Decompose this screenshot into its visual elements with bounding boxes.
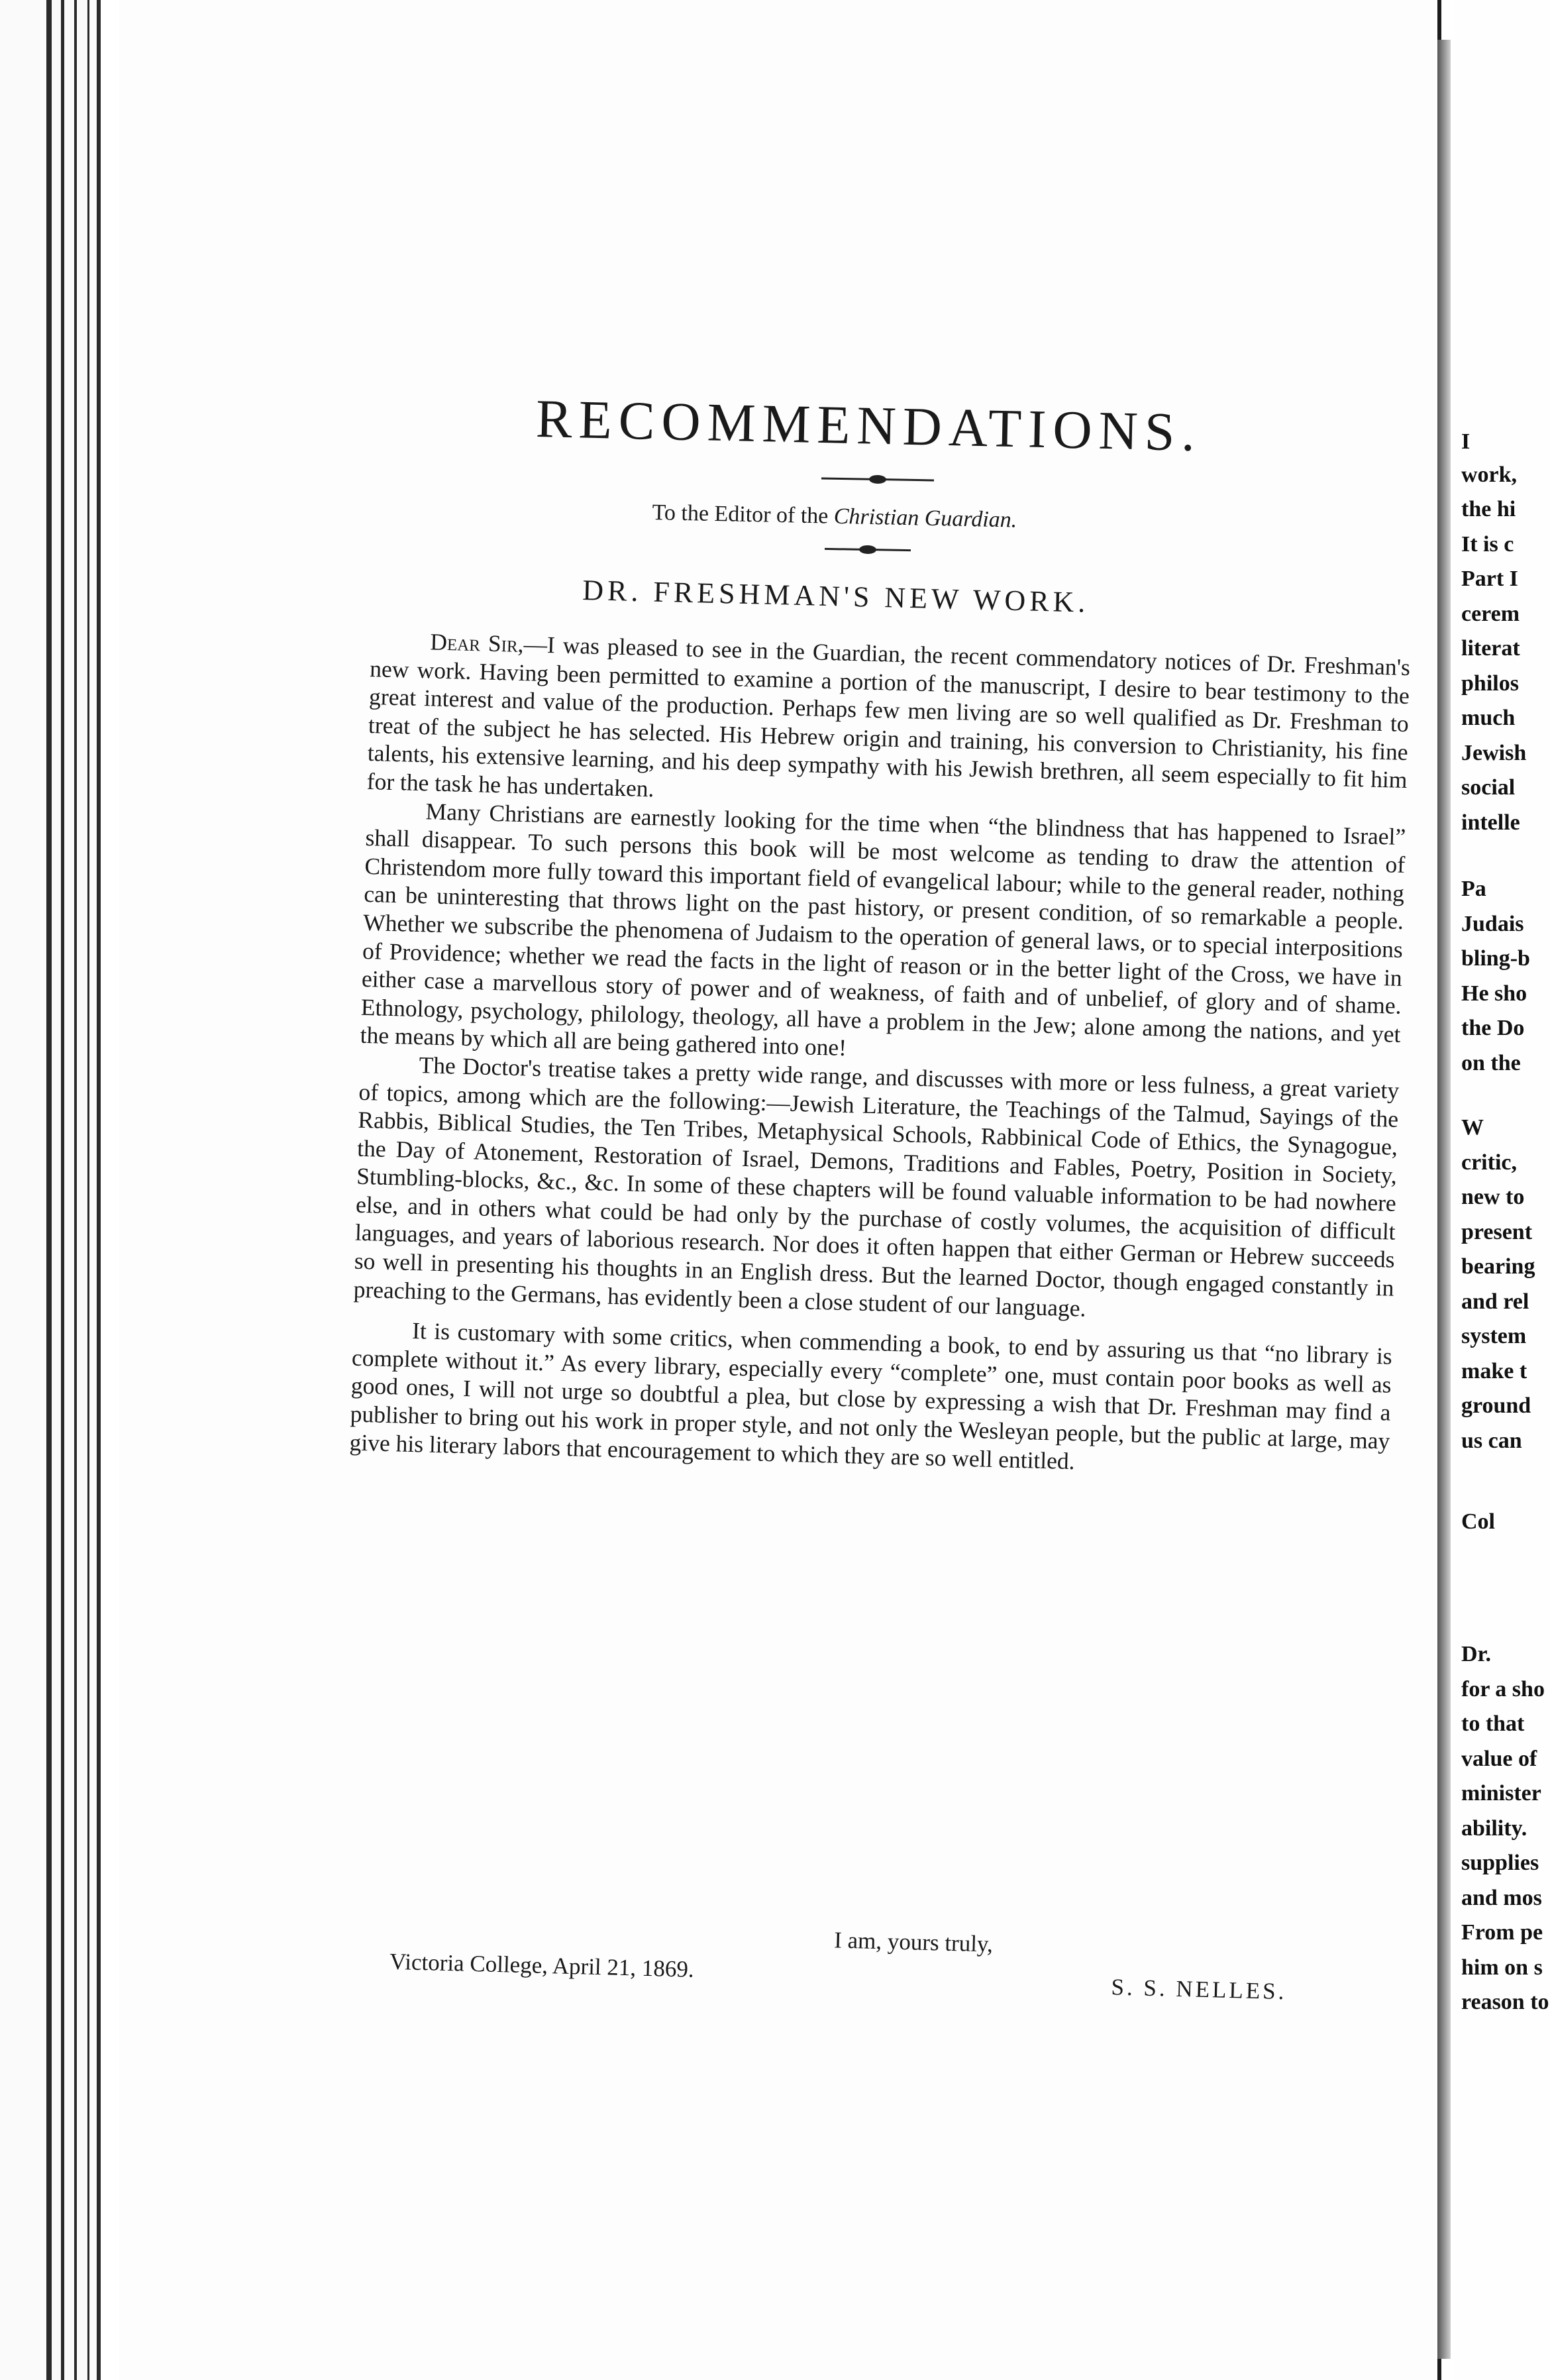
- adjacent-page-line: on the: [1461, 1051, 1521, 1075]
- adjacent-page-line: bearing: [1461, 1254, 1535, 1279]
- adjacent-page-line: the hi: [1461, 497, 1516, 521]
- adjacent-page-line: reason to: [1461, 1990, 1549, 2014]
- adjacent-page-line: Part I: [1461, 567, 1518, 591]
- article-heading: DR. FRESHMAN'S NEW WORK.: [582, 573, 1090, 619]
- signature: S. S. NELLES.: [1111, 1974, 1287, 2005]
- adjacent-page-line: to that: [1461, 1711, 1525, 1736]
- adjacent-page-line: new to: [1461, 1185, 1525, 1209]
- adjacent-page-line: W: [1461, 1115, 1484, 1140]
- page-title: RECOMMENDATIONS.: [535, 388, 1202, 463]
- adjacent-page-line: bling-b: [1461, 946, 1530, 971]
- paragraph-1: [366, 626, 1410, 823]
- page-gutter: [1437, 40, 1451, 2359]
- adjacent-page-line: minister: [1461, 1781, 1541, 1806]
- adjacent-page-line: Judais: [1461, 912, 1524, 936]
- adjacent-page-line: the Do: [1461, 1016, 1525, 1040]
- adjacent-page-line: ability.: [1461, 1816, 1527, 1841]
- adjacent-page-line: and rel: [1461, 1289, 1529, 1314]
- adjacent-page-line: present: [1461, 1220, 1533, 1244]
- adjacent-page-line: I: [1461, 429, 1471, 454]
- salutation: Dear Sir,: [429, 628, 525, 658]
- adjacent-page-line: Dr.: [1461, 1642, 1492, 1666]
- adjacent-page-line: system: [1461, 1324, 1527, 1348]
- adjacent-page-line: supplies: [1461, 1851, 1539, 1875]
- adjacent-page-line: philos: [1461, 671, 1519, 696]
- adjacent-page-line: Col: [1461, 1509, 1495, 1534]
- adjacent-page-line: value of: [1461, 1747, 1537, 1771]
- subheading-publication: Christian Guardian.: [833, 504, 1017, 533]
- subheading-prefix: To the Editor of the: [652, 500, 829, 529]
- letter-body: [349, 626, 1410, 1484]
- place-date: Victoria College, April 21, 1869.: [389, 1948, 695, 1982]
- adjacent-page-line: and mos: [1461, 1886, 1542, 1910]
- adjacent-page-line: Pa: [1461, 877, 1486, 901]
- adjacent-page-line: intelle: [1461, 810, 1520, 835]
- closing-line: I am, yours truly,: [833, 1927, 994, 1957]
- book-spine-edge: [0, 0, 99, 2380]
- paragraph-4: It is customary with some critics, when commending a book, to end by assuring us that “no library is complete without it.” As every library, especially every “complete” one, must contain poor books as well as good ones, I will not urge so doubtful a plea, but close by expressing a wish that Dr. Freshman may find a publisher to bring out his work in proper style, and not only the Wesleyan people, but the public at large, may give his literary labors that encouragement to which they are so well entitled.: [349, 1317, 1393, 1474]
- adjacent-page-line: ground: [1461, 1393, 1531, 1418]
- adjacent-page-line: work,: [1461, 462, 1518, 487]
- paragraph-2: Many Christians are earnestly looking for the time when “the blindness that has happened to Israel” shall disappear. To such persons this book will be most welcome as tending to draw the attention of Christendom more fully toward this important field of evangelical labour; while to the general reader, nothing can be uninteresting that throws light on the past history, or present condition, of so remarkable a people. Whether we subscribe the phenomena of Judaism to the operation of general laws, or to special interpositions of Providence; whether we read the facts in the light of reason or in the better light of the Cross, we have in either case a marvellous story of power and of weakness, of faith and of unbelief, of glory and of shame. Ethnology, psychology, philology, theology, all have a problem in the Jew; alone among the nations, and yet the means by which all are being gathered into one!: [360, 797, 1406, 1061]
- adjacent-page-line: literat: [1461, 636, 1520, 661]
- adjacent-page-line: him on s: [1461, 1955, 1543, 1980]
- adjacent-page-line: From pe: [1461, 1920, 1543, 1945]
- adjacent-page-line: Jewish: [1461, 741, 1527, 765]
- adjacent-page-line: make t: [1461, 1359, 1527, 1383]
- adjacent-page-line: for a sho: [1461, 1677, 1545, 1702]
- adjacent-page-line: us can: [1461, 1429, 1522, 1453]
- adjacent-page-line: much: [1461, 706, 1516, 730]
- adjacent-page-line: He sho: [1461, 981, 1527, 1006]
- adjacent-page-fragment: [1455, 0, 1550, 2380]
- adjacent-page-line: critic,: [1461, 1150, 1517, 1175]
- paragraph-3: The Doctor's treatise takes a pretty wide range, and discusses with more or less fulness, a great variety of topics, among which are the following:—Jewish Literature, the Teachings of the Talmud, Sayings of the Rabbis, Biblical Studies, the Ten Tribes, Metaphysical Schools, Rabbinical Code of Ethics, the Synagogue, the Day of Atonement, Restoration of Israel, Demons, Traditions and Fables, Poetry, Position in Society, Stumbling-blocks, &c., &c. In some of these chapters will be found valuable information to be had nowhere else, and in others what could be had only by the purchase of costly volumes, the acquisition of difficult languages, and years of laborious research. Nor does it often happen that either German or Hebrew succeeds so well in presenting his thoughts in an English dress. But the learned Doctor, though engaged constantly in preaching to the Germans, has evidently been a close student of our language.: [353, 1052, 1400, 1322]
- adjacent-page-line: It is c: [1461, 532, 1514, 557]
- adjacent-page-line: social: [1461, 775, 1516, 800]
- adjacent-page-line: cerem: [1461, 602, 1520, 626]
- paragraph-1-text: —I was pleased to see in the Guardian, the recent commendatory notices of Dr. Freshman's new work. Having been permitted to examine a portion of the manuscript, I desire to bear testimony to the great interest and value of the production. Perhaps few men living are so well qualified as Dr. Freshman to treat of the subject he has selected. His Hebrew origin and training, his conversion to Christianity, his fine talents, his extensive learning, and his deep sympathy with his Jewish brethren, all seem especially to fit him for the task he has undertaken.: [366, 631, 1411, 802]
